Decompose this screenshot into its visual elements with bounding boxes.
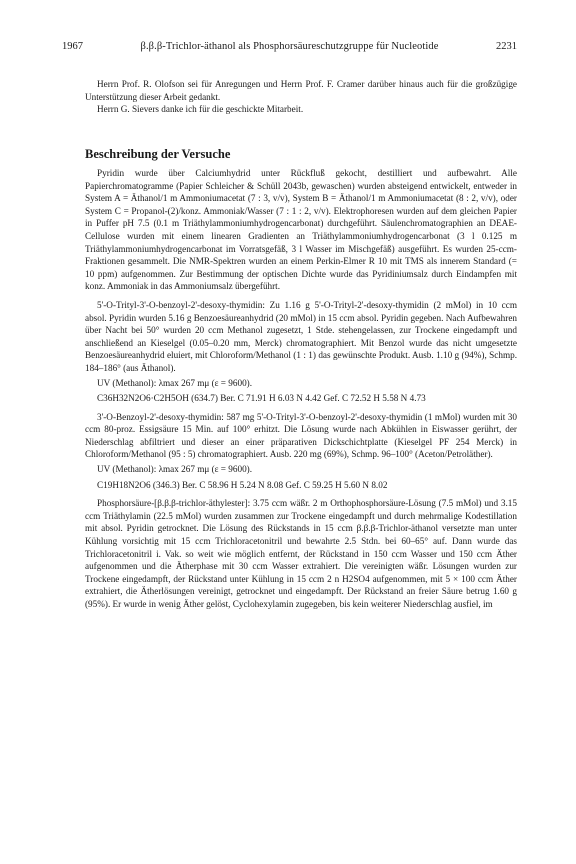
procedure-paragraph: 3'-O-Benzoyl-2'-desoxy-thymidin: 587 mg 5'-O-Trityl-3'-O-benzoyl-2'-desoxy-thymidin (1 mMol) wurden mit 30 ccm 80-proz. Essigsäure 15 Min. auf 100° erhitzt. Die Lösung wurde nach Abkühlen in Eiswasser gerührt, der Niederschlag abfiltriert und dieser an einer präparativen Dickschichtplatte (Kieselgel PF 254 Merck) in Chloroform/Methanol (95 : 5) chromatographiert. Ausb. 220 mg (69%), Schmp. 96–100° (Aceton/Petroläther).	[85, 411, 517, 460]
acknowledgement-paragraph: Herrn Prof. R. Olofson sei für Anregungen und Herrn Prof. F. Cramer darüber hinaus auch für die großzügige Unterstützung dieser Arbeit gedankt.	[85, 79, 517, 102]
running-head	[62, 40, 517, 53]
acknowledgements	[85, 78, 517, 116]
year: 1967	[62, 41, 83, 52]
running-title: β.β.β-Trichlor-äthanol als Phosphorsäureschutzgruppe für Nucleotide	[140, 41, 439, 52]
uv-data: UV (Methanol): λmax 267 mμ (ε = 9600).	[97, 377, 253, 388]
elemental-analysis: C36H32N2O6·C2H5OH (634.7) Ber. C 71.91 H 6.03 N 4.42 Gef. C 72.52 H 5.58 N 4.73	[97, 393, 426, 404]
procedure-paragraph: 5'-O-Trityl-3'-O-benzoyl-2'-desoxy-thymidin: Zu 1.16 g 5'-O-Trityl-2'-desoxy-thymidin (2 mMol) in 10 ccm absol. Pyridin wurden 5.16 g Benzoesäureanhydrid (20 mMol) in 15 ccm absol. Pyridin gegeben. Nach Aufbewahren über Nacht bei 50° wurden 20 ccm Methanol zugesetzt, 1 Stde. stehengelassen, zur Trockene eingedampft und anschließend an Kieselgel (0.05–0.20 mm, Merck) chromatographiert. Mit Benzol wurde das nicht umgesetzte Benzoesäureanhydrid eluiert, mit Chloroform/Methanol (1 : 1) das gewünschte Produkt. Ausb. 1.10 g (94%), Schmp. 184–186° (aus Äthanol).	[85, 299, 517, 373]
uv-data: UV (Methanol): λmax 267 mμ (ε = 9600).	[97, 464, 253, 475]
page-number: 2231	[495, 41, 517, 52]
general-methods-paragraph: Pyridin wurde über Calciumhydrid unter Rückfluß gekocht, destilliert und aufbewahrt. Alle Papierchromatogramme (Papier Schleicher & Schüll 2043b, gewaschen) wurden absteigend entwickelt, entweder in System A = Äthanol/1 m Ammoniumacetat (7 : 3, v/v), System B = Äthanol/1 m Ammoniumacetat (8 : 2, v/v), oder System C = Propanol-(2)/konz. Ammoniak/Wasser (7 : 1 : 2, v/v). Elektrophoresen wurden auf dem gleichen Papier in Puffer pH 7.5 (0.1 m Triäthylammoniumhydrogencarbonat) durchgeführt. Säulenchromatographien an DEAE-Cellulose wurden mit einem linearen Gradienten an Triäthylammoniumhydrogencarbonat (3 l 0.125 m Triäthylammoniumhydrogencarbonat im Vorratsgefäß, 3 l Wasser im Mischgefäß) ausgeführt. Es wurden 25-ccm-Fraktionen gesammelt. Die NMR-Spektren wurden an einem Perkin-Elmer R 10 mit TMS als innerem Standard (= 10 ppm) aufgenommen. Zur Bestimmung der optischen Dichte wurde das Pyridiniumsalz durch Eindampfen mit konz. Ammoniak in das Ammoniumsalz übergeführt.	[85, 168, 517, 292]
elemental-analysis: C19H18N2O6 (346.3) Ber. C 58.96 H 5.24 N 8.08 Gef. C 59.25 H 5.60 N 8.02	[97, 479, 388, 490]
acknowledgement-paragraph: Herrn G. Sievers danke ich für die geschickte Mitarbeit.	[97, 104, 304, 115]
procedure-paragraph: Phosphorsäure-[β.β.β-trichlor-äthylester]: 3.75 ccm wäßr. 2 m Orthophosphorsäure-Lösung (7.5 mMol) und 3.15 ccm Triäthylamin (22.5 mMol) wurden zusammen zur Trockene eingedampft und durch mehrmalige Kodestillation mit absol. Pyridin getrocknet. Die Lösung des Rückstands in 15 ccm β.β.β-Trichlor-äthanol versetzte man unter Kühlung vorsichtig mit 15 ccm Trichloracetonitril und bewahrte 2.5 Stdn. bei 60–65° auf. Dann wurde das Trichloracetonitril i. Vak. so weit wie möglich entfernt, der Rückstand in 150 ccm Wasser und 150 ccm Äther aufgenommen und die Ätherphase mit 30 ccm Wasser extrahiert. Die vereinigten wäßr. Lösungen wurden zur Trockene eingedampft, der Rückstand unter Kühlung in 15 ccm 2 n H2SO4 aufgenommen, mit 5 × 100 ccm Äther extrahiert, die Ätherlösungen vereinigt, getrocknet und eingedampft. Der Rückstand an freier Säure betrug 1.60 g (95%). Er wurde in wenig Äther gelöst, Cyclohexylamin zugegeben, bis kein weiterer Niederschlag ausfiel, im	[85, 498, 517, 609]
experimental-section	[85, 167, 517, 611]
section-heading: Beschreibung der Versuche	[85, 147, 231, 161]
